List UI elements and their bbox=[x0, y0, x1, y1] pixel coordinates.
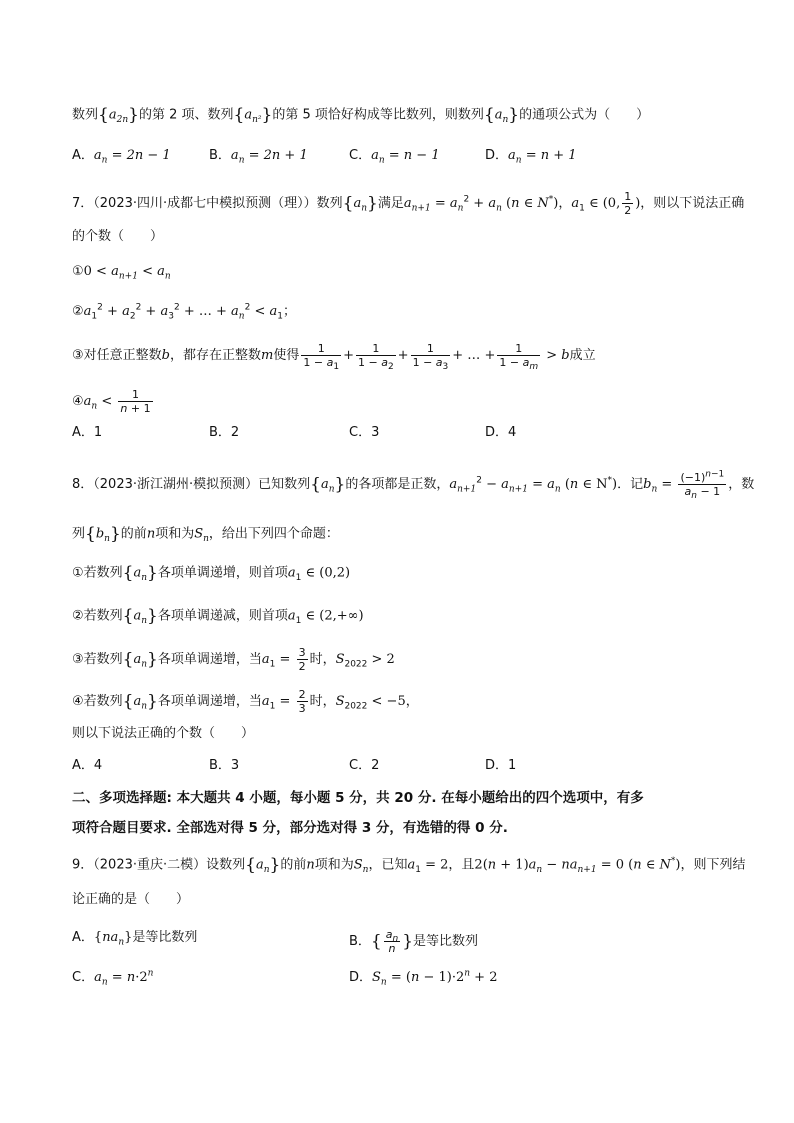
q6-text: 的通项公式为（ ） bbox=[519, 107, 650, 123]
q8-option-c[interactable]: C．2 bbox=[349, 758, 380, 773]
q7-option-b[interactable]: B．2 bbox=[209, 425, 240, 440]
q9-option-c[interactable]: C．$a_n = n\cdot 2^n$ bbox=[72, 968, 154, 988]
q7-option-d[interactable]: D．4 bbox=[485, 425, 517, 440]
q8-option-d[interactable]: D．1 bbox=[485, 758, 517, 773]
q6-stem: 数列$\{a_{2n}\}$的第 2 项、数列$\{a_{n^2}\}$的第 5 项恰好构成等比数列，则数列$\{a_n\}$的通项公式为（ ） bbox=[72, 105, 650, 126]
q7-statement-1: ①0 < $a_{n+1} < a_n$ bbox=[72, 264, 171, 282]
q6-option-d[interactable]: D．$a_n = n + 1$ bbox=[485, 148, 577, 166]
q8-proposition-1: ①若数列$\{a_n\}$各项单调递增，则首项$a_1$ ∈ (0,2) bbox=[72, 563, 351, 584]
q7-stem-line2: 的个数（ ） bbox=[72, 229, 164, 244]
q9-option-a[interactable]: A．$\{na_n\}$是等比数列 bbox=[72, 930, 198, 948]
q8-stem-line2: 列$\{b_n\}$的前n项和为$S_n$，给出下列四个命题： bbox=[72, 524, 339, 545]
q7-option-a[interactable]: A．1 bbox=[72, 425, 103, 440]
q9-option-b[interactable]: B．{ $\frac{a_n}{n}$ }是等比数列 bbox=[349, 928, 479, 955]
q7-statement-2: $②a_1^2 + a_2^2 + a_3^2$ + … + $a_n^2 < a_1$； bbox=[72, 302, 297, 322]
q9-option-d[interactable]: D．$S_n = (n - 1)\cdot 2^n + 2$ bbox=[349, 968, 498, 988]
q9-options-row1 bbox=[72, 928, 732, 954]
q9-stem-line2: 论正确的是（ ） bbox=[72, 892, 190, 907]
q6-options bbox=[72, 146, 732, 166]
q6-option-c[interactable]: C．$a_n = n - 1$ bbox=[349, 148, 440, 166]
q8-ask: 则以下说法正确的个数（ ） bbox=[72, 726, 255, 741]
q8-proposition-2: ②若数列$\{a_n\}$各项单调递减，则首项$a_1$ ∈ (2,+∞) bbox=[72, 606, 364, 627]
q7-statement-3: ③对任意正整数b，都存在正整数m使得 $\frac{1}{1 - a_1}$ + $\frac{1}{1 - a_2}$ + $\frac{1}{1 - a_3}$ + … + $\frac{1}{1 - a_m}$ > b成立 bbox=[72, 342, 596, 373]
q6-text: 的第 5 项恰好构成等比数列，则数列 bbox=[272, 107, 484, 123]
q7-options bbox=[72, 423, 732, 443]
q9-options-row2 bbox=[72, 968, 732, 988]
q6-text: 的第 2 项、数列 bbox=[138, 107, 234, 123]
q8-proposition-4: ④若数列$\{a_n\}$各项单调递增，当$a_1$ = $\frac{2}{3}$ 时，$S_{2022} < -5$， bbox=[72, 688, 419, 715]
q7-stem: 7．（2023·四川·成都七中模拟预测（理））数列$\{a_n\}$满足$a_{n+1} = a_n^2 + a_n$ (n ∈ N*)，$a_1$ ∈ (0, $\frac{1}{2}$ )，则以下说法正确 bbox=[72, 190, 745, 217]
q6-option-b[interactable]: B．$a_n = 2n + 1$ bbox=[209, 148, 308, 166]
q6-text: 数列 bbox=[72, 107, 99, 123]
q9-stem: 9．（2023·重庆·二模）设数列$\{a_n\}$的前n项和为$S_n$，已知$a_1 = 2$，且$2(n + 1)a_n - na_{n+1} = 0$ (n ∈ N*)，则下列结 bbox=[72, 855, 746, 876]
q8-proposition-3: ③若数列$\{a_n\}$各项单调递增，当$a_1$ = $\frac{3}{2}$ 时，$S_{2022} > 2$ bbox=[72, 646, 395, 673]
q8-stem: 8．（2023·浙江湖州·模拟预测）已知数列$\{a_n\}$的各项都是正数，$a_{n+1}^2 - a_{n+1} = a_n$ (n ∈ N*)．记$b_n$ = $\frac{(-1)^{n-1}}{a_n - 1}$ ，数 bbox=[72, 469, 755, 502]
q6-option-a[interactable]: A．$a_n = 2n - 1$ bbox=[72, 148, 171, 166]
q8-option-b[interactable]: B．3 bbox=[209, 758, 240, 773]
q7-option-c[interactable]: C．3 bbox=[349, 425, 380, 440]
q8-option-a[interactable]: A．4 bbox=[72, 758, 103, 773]
section2-heading-line2: 项符合题目要求. 全部选对得 5 分，部分选对得 3 分，有选错的得 0 分. bbox=[72, 820, 508, 836]
q8-options bbox=[72, 756, 732, 776]
section2-heading: 二、多项选择题: 本大题共 4 小题，每小题 5 分，共 20 分. 在每小题给出的四个选项中，有多 bbox=[72, 790, 644, 806]
q7-statement-4: $④a_n$ < $\frac{1}{n + 1}$ bbox=[72, 388, 151, 415]
